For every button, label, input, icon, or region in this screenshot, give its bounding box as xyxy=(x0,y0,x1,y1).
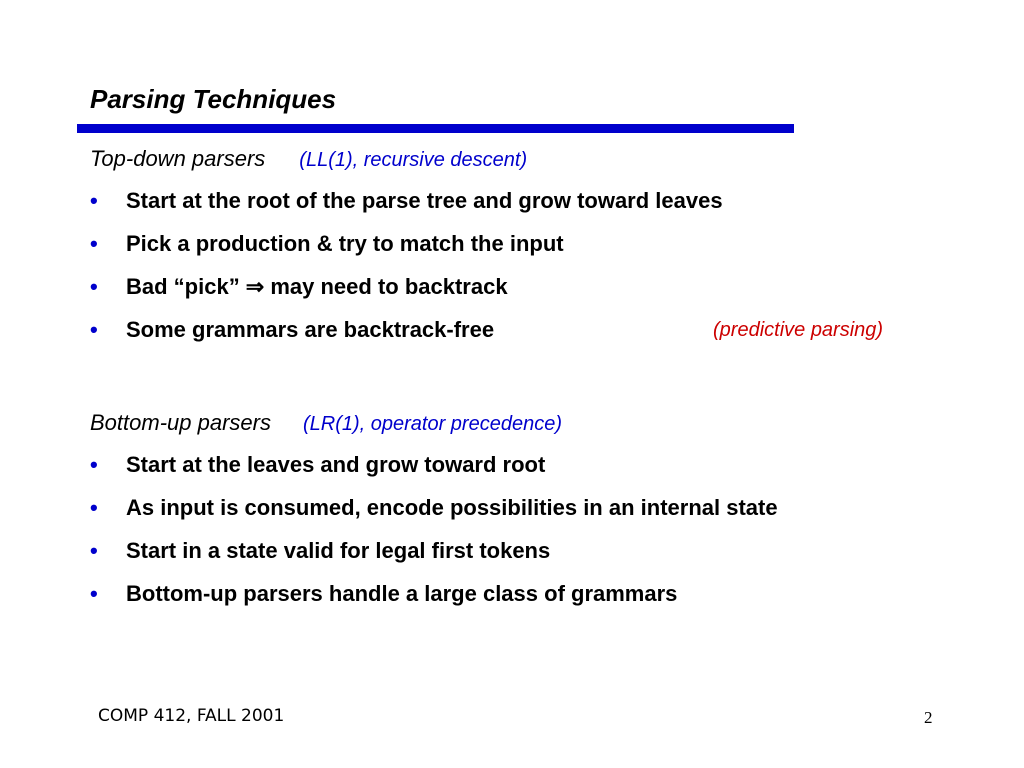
bullet-icon: • xyxy=(90,274,98,299)
list-item-text: Start at the leaves and grow toward root xyxy=(126,452,546,477)
section-heading-bottom-up xyxy=(90,410,562,436)
bullet-icon: • xyxy=(90,317,98,342)
bullet-icon: • xyxy=(90,581,98,606)
list-item-text: Bad “pick” ⇒ may need to backtrack xyxy=(126,274,508,299)
slide-title: Parsing Techniques xyxy=(90,84,337,114)
bullet-icon: • xyxy=(90,231,98,256)
section-heading-text: Bottom-up parsers xyxy=(90,410,271,435)
section-heading-top-down xyxy=(90,146,527,172)
section-heading-text: Top-down parsers xyxy=(90,146,266,171)
list-item-text: Some grammars are backtrack-free xyxy=(126,317,495,342)
side-note-predictive: (predictive parsing) xyxy=(713,319,884,341)
bullet-icon: • xyxy=(90,495,98,520)
page-number: 2 xyxy=(924,708,933,727)
list-item-text: Bottom-up parsers handle a large class of grammars xyxy=(126,581,678,606)
list-item-text: Pick a production & try to match the input xyxy=(126,231,564,256)
footer-course: COMP 412, FALL 2001 xyxy=(98,706,285,726)
section-note: (LL(1), recursive descent) xyxy=(299,149,528,171)
bullet-icon: • xyxy=(90,538,98,563)
list-item-text: Start at the root of the parse tree and grow toward leaves xyxy=(126,188,723,213)
title-underline xyxy=(77,124,794,133)
bullet-icon: • xyxy=(90,188,98,213)
list-item-text: As input is consumed, encode possibilities in an internal state xyxy=(126,495,778,520)
bullet-icon: • xyxy=(90,452,98,477)
list-item-text: Start in a state valid for legal first tokens xyxy=(126,538,551,563)
section-note: (LR(1), operator precedence) xyxy=(302,413,562,435)
